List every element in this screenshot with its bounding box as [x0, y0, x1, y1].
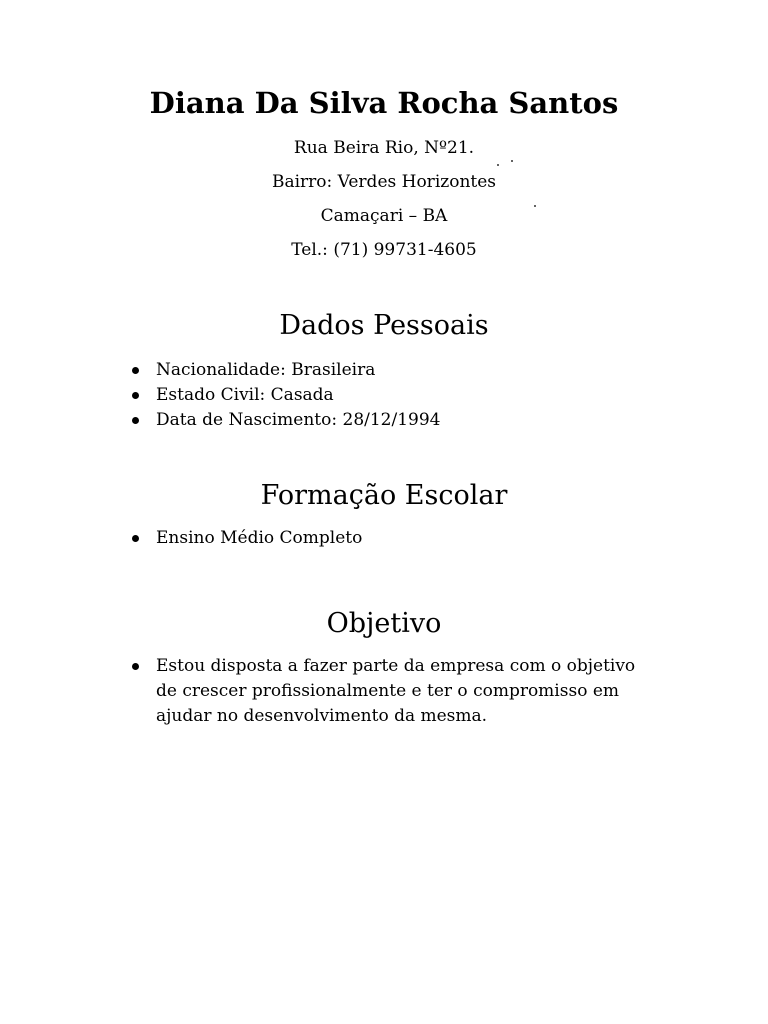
- list-item-text: Estado Civil: Casada: [156, 385, 334, 405]
- candidate-name: Diana Da Silva Rocha Santos: [149, 86, 619, 120]
- objective-list: [130, 654, 660, 729]
- education-list: [130, 526, 670, 551]
- neighborhood-line: Bairro: Verdes Horizontes: [271, 172, 497, 192]
- scan-speck: [534, 205, 536, 207]
- scan-speck: [511, 160, 513, 162]
- phone-line: Tel.: (71) 99731-4605: [291, 240, 477, 260]
- bullet-icon: [132, 417, 139, 424]
- bullet-icon: [132, 367, 139, 374]
- section-heading-objective: Objetivo: [326, 608, 442, 639]
- section-heading-education: Formação Escolar: [260, 480, 508, 511]
- bullet-icon: [132, 535, 139, 542]
- list-item-text: Ensino Médio Completo: [156, 528, 363, 548]
- list-item: [130, 526, 670, 551]
- list-item: [130, 408, 670, 433]
- section-heading-personal: Dados Pessoais: [279, 310, 489, 341]
- bullet-icon: [132, 392, 139, 399]
- scan-speck: [497, 164, 499, 166]
- list-item-text: Data de Nascimento: 28/12/1994: [156, 410, 441, 430]
- address-line: Rua Beira Rio, Nº21.: [293, 138, 475, 158]
- list-item-text: Estou disposta a fazer parte da empresa com o objetivo de crescer profissionalmente e ter o compromisso em ajudar no desenvolvimento da mesma.: [156, 656, 636, 726]
- bullet-icon: [132, 663, 139, 670]
- list-item: [130, 358, 670, 383]
- personal-data-list: [130, 358, 670, 433]
- list-item: [130, 383, 670, 408]
- list-item: [130, 654, 660, 729]
- list-item-text: Nacionalidade: Brasileira: [156, 360, 376, 380]
- city-line: Camaçari – BA: [320, 206, 448, 226]
